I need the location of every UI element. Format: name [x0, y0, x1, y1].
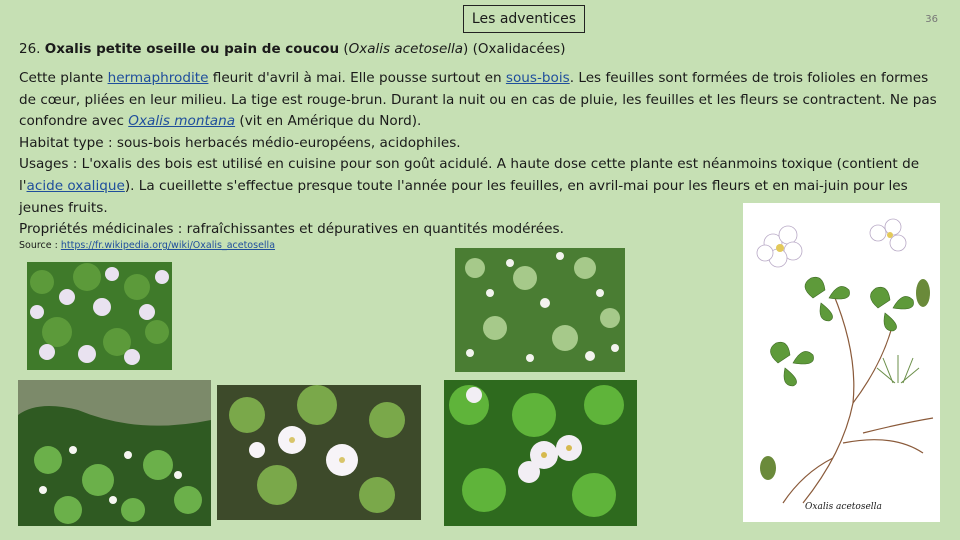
link-sous-bois[interactable]: sous-bois — [505, 70, 570, 86]
source-label: Source : — [19, 240, 61, 251]
photo-flowers-top-left — [27, 262, 172, 370]
text-run: . Les feuilles sont formées de trois folioles en formes de cœur, pliées en leur milieu. La tige est rouge-brun. Durant la nuit ou en cas de pluie, les feuilles et les fleurs se contractent. Ne pas confondre avec — [19, 70, 937, 130]
heading-family: (Oxalidacées) — [472, 41, 566, 57]
text-run: fleurit d'avril à mai. Elle pousse surtout en — [208, 70, 506, 86]
paragraph-habitat: Habitat type : sous-bois herbacés médio-européens, acidophiles. — [19, 134, 461, 151]
text-run: Usages : L'oxalis des bois est utilisé en cuisine pour son goût acidulé. A haute dose cette plante est néanmoins toxique (contient de l' — [19, 156, 920, 194]
photo-forest-floor — [18, 380, 211, 526]
photo-image — [27, 262, 172, 370]
heading-number: 26. — [19, 41, 41, 57]
heading-latin-open: ( — [343, 41, 349, 57]
plant-heading — [19, 41, 565, 57]
paragraph-medicinal: Propriétés médicinales : rafraîchissantes et dépuratives en quantités modérées. — [19, 221, 564, 238]
photo-leaves-flowers — [444, 380, 637, 526]
heading-common-name: Oxalis petite oseille ou pain de coucou — [44, 41, 340, 57]
photo-image — [217, 385, 421, 520]
source-line — [19, 240, 275, 251]
text-run: (vit en Amérique du Nord). — [235, 113, 422, 130]
page-number: 36 — [925, 14, 938, 25]
heading-latin-name: Oxalis acetosella — [348, 41, 464, 57]
text-run: Cette plante — [19, 70, 108, 86]
illustration-caption: Oxalis acetosella — [805, 502, 882, 512]
botanical-illustration — [743, 203, 940, 522]
photo-image — [18, 380, 211, 526]
illustration-drawing — [743, 203, 940, 522]
paragraph-description — [19, 68, 949, 133]
text-run: ). La cueillette s'effectue presque toute l'année pour les feuilles, en avril-mai pour les fleurs et en mai-juin pour les jeunes fruits. — [19, 177, 908, 216]
source-link[interactable]: https://fr.wikipedia.org/wiki/Oxalis_acetosella — [60, 240, 276, 251]
photo-image — [455, 248, 625, 372]
photo-image — [444, 380, 637, 526]
slide-title-box — [463, 5, 585, 33]
photo-flower-carpet — [455, 248, 625, 372]
link-hermaphrodite[interactable]: hermaphrodite — [107, 70, 209, 86]
link-acide-oxalique[interactable]: acide oxalique — [26, 177, 125, 194]
link-text: Oxalis montana — [128, 113, 236, 130]
photo-flower-closeup — [217, 385, 421, 520]
link-oxalis-montana[interactable] — [128, 113, 235, 129]
slide-title: Les adventices — [471, 11, 577, 27]
heading-latin-close: ) — [463, 41, 469, 57]
